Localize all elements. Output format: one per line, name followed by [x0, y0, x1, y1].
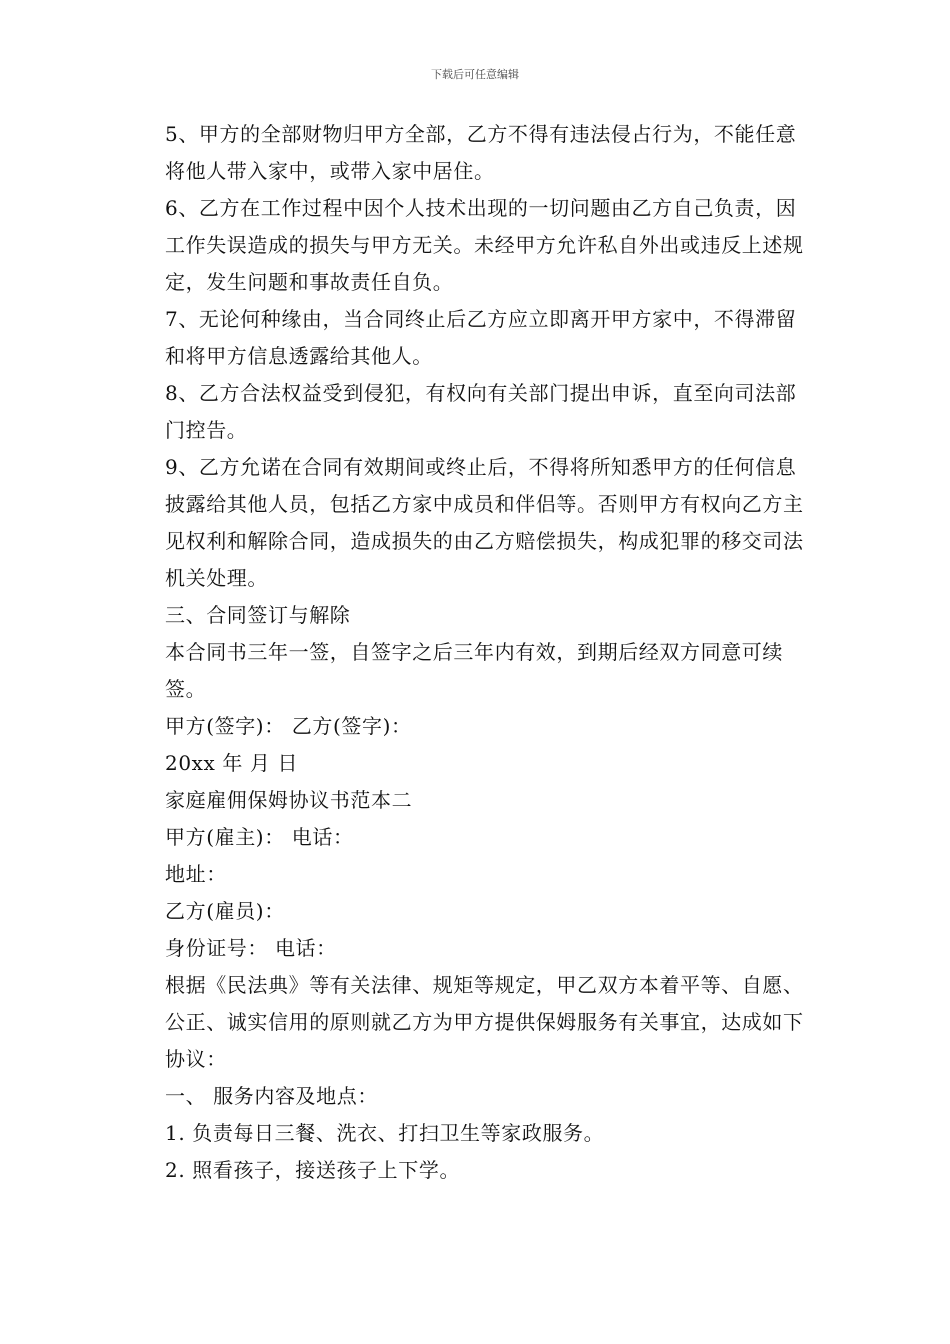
section-heading-1: 一、 服务内容及地点：	[165, 1084, 378, 1108]
party-a-line: 甲方(雇主)： 电话：	[165, 825, 354, 849]
party-b-line: 乙方(雇员)：	[165, 899, 285, 923]
clause-5: 5、甲方的全部财物归甲方全部，乙方不得有违法侵占行为，不能任意将他人带入家中，或带入家中居住。	[165, 122, 797, 183]
preamble-paragraph: 根据《民法典》等有关法律、规矩等规定，甲乙双方本着平等、自愿、公正、诚实信用的原则就乙方为甲方提供保姆服务有关事宜，达成如下协议：	[165, 973, 804, 1071]
clause-9: 9、乙方允诺在合同有效期间或终止后，不得将所知悉甲方的任何信息披露给其他人员，包括乙方家中成员和伴侣等。否则甲方有权向乙方主见权利和解除合同，造成损失的由乙方赔偿损失，构成犯罪的移交司法机关处理。	[165, 455, 804, 590]
term-paragraph: 本合同书三年一签，自签字之后三年内有效，到期后经双方同意可续签。	[165, 640, 783, 701]
clause-8: 8、乙方合法权益受到侵犯，有权向有关部门提出申诉，直至向司法部门控告。	[165, 381, 797, 442]
date-line: 20xx 年 月 日	[165, 751, 299, 775]
document-body	[145, 116, 815, 1189]
template-title: 家庭雇佣保姆协议书范本二	[165, 788, 413, 812]
id-phone-line: 身份证号： 电话：	[165, 936, 337, 960]
service-item-1: 1. 负责每日三餐、洗衣、打扫卫生等家政服务。	[165, 1121, 605, 1145]
section-heading-3: 三、合同签订与解除	[165, 603, 351, 627]
signature-line: 甲方(签字)： 乙方(签字)：	[165, 714, 412, 738]
address-line: 地址：	[165, 862, 227, 886]
clause-6: 6、乙方在工作过程中因个人技术出现的一切问题由乙方自己负责，因工作失误造成的损失与甲方无关。未经甲方允许私自外出或违反上述规定，发生问题和事故责任自负。	[165, 196, 804, 294]
page-header: 下载后可任意编辑	[431, 68, 519, 81]
service-item-2: 2. 照看孩子，接送孩子上下学。	[165, 1158, 461, 1182]
clause-7: 7、无论何种缘由，当合同终止后乙方应立即离开甲方家中，不得滞留和将甲方信息透露给其他人。	[165, 307, 797, 368]
